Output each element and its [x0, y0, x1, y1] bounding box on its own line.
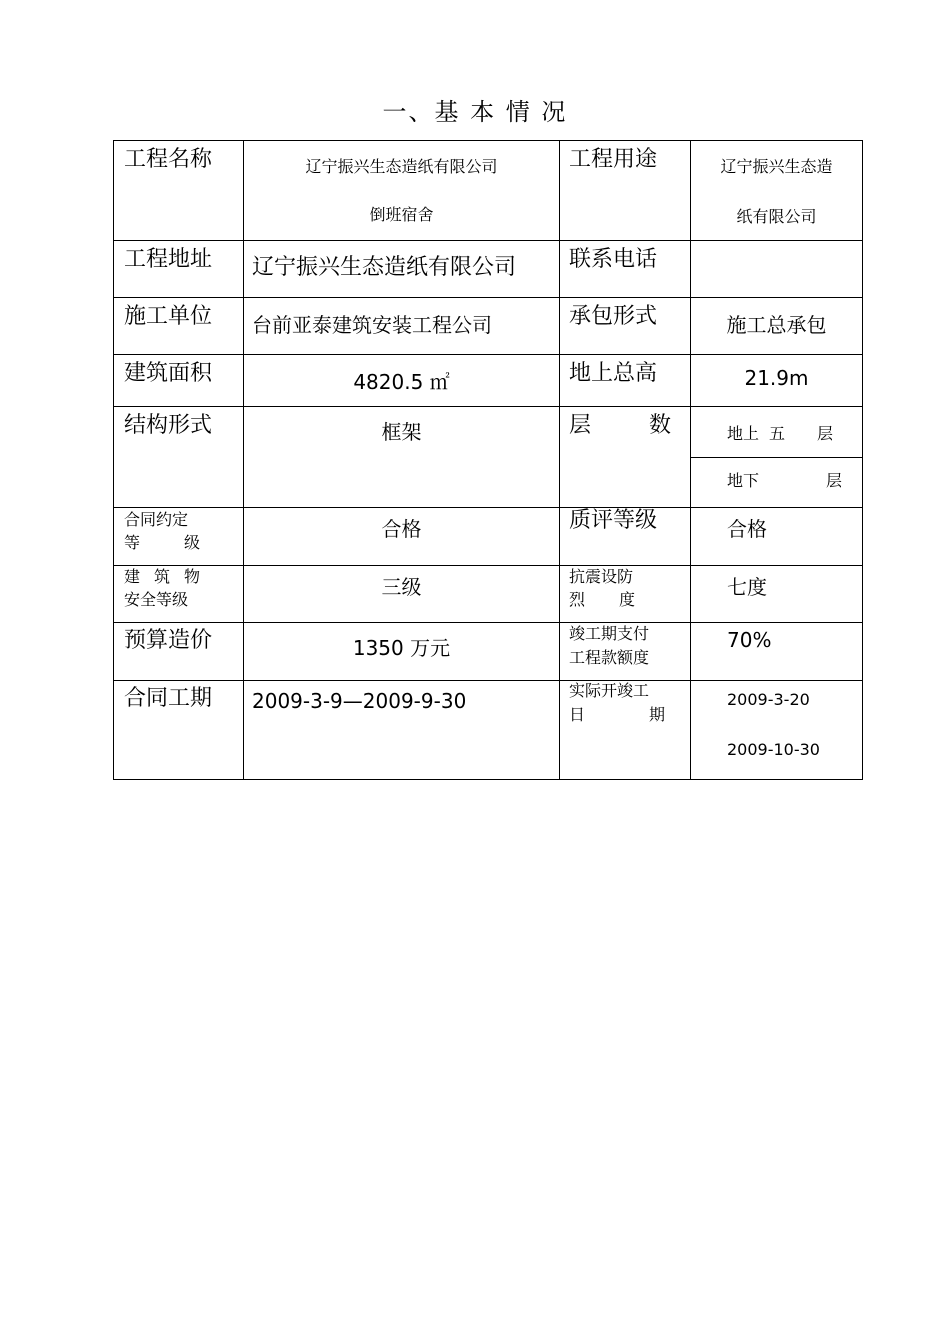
page-title: 一、基 本 情 况	[382, 98, 568, 126]
value-floors-above	[727, 421, 833, 444]
floors-below-label: 地下	[727, 471, 760, 490]
label-structure-type: 结构形式	[124, 413, 213, 438]
label-contract-grade-b: 级	[183, 533, 200, 552]
value-contract-period: 2009-3-9—2009-9-30	[252, 689, 467, 713]
value-quality-grade: 合格	[727, 517, 767, 541]
label-seismic-line2	[569, 589, 635, 611]
label-actual-dates-b: 期	[648, 705, 665, 724]
value-project-name-line1: 辽宁振兴生态造纸有限公司	[305, 157, 498, 176]
label-budget-cost: 预算造价	[124, 628, 213, 653]
label-safety-grade-line1	[124, 566, 200, 588]
value-project-use-line2: 纸有限公司	[736, 207, 817, 226]
label-building-area: 建筑面积	[124, 361, 213, 386]
label-contract-period: 合同工期	[124, 686, 213, 711]
floors-above-unit: 层	[816, 424, 833, 443]
label-total-height: 地上总高	[569, 361, 658, 386]
label-contract-form: 承包形式	[569, 304, 658, 329]
value-structure-type: 框架	[381, 420, 422, 444]
floors-below-unit: 层	[825, 471, 842, 490]
label-safety-c: 物	[183, 567, 200, 586]
value-safety-grade: 三级	[381, 575, 422, 599]
value-contract-grade: 合格	[381, 517, 422, 541]
value-project-use-line1: 辽宁振兴生态造	[720, 157, 833, 176]
label-actual-dates-a: 日	[569, 705, 586, 724]
floors-above-count: 五	[769, 424, 786, 443]
label-contract-grade-line1: 合同约定	[124, 510, 189, 529]
value-seismic-intensity: 七度	[727, 575, 767, 599]
label-completion-payment-line2: 工程款额度	[569, 648, 650, 667]
label-seismic-line1: 抗震设防	[569, 567, 634, 586]
value-floors-below	[727, 468, 842, 491]
value-actual-end-date: 2009-10-30	[727, 740, 820, 759]
value-contract-form: 施工总承包	[726, 313, 827, 337]
value-project-address: 辽宁振兴生态造纸有限公司	[252, 255, 517, 280]
label-contract-grade-a: 等	[124, 533, 141, 552]
label-contact-phone: 联系电话	[569, 247, 658, 272]
label-floor-count-a: 层	[569, 413, 592, 438]
label-actual-dates-line1: 实际开竣工	[569, 681, 650, 700]
label-construction-unit: 施工单位	[124, 304, 213, 329]
value-building-area: 4820.5 ㎡	[353, 370, 450, 394]
value-budget-cost: 1350 万元	[352, 636, 451, 660]
label-safety-a: 建	[124, 567, 141, 586]
label-safety-grade-line2: 安全等级	[124, 590, 189, 609]
label-floor-count	[569, 413, 671, 439]
label-project-address: 工程地址	[124, 247, 213, 272]
basic-info-table	[113, 140, 863, 780]
label-completion-payment-line1: 竣工期支付	[569, 624, 650, 643]
label-project-name: 工程名称	[124, 147, 213, 172]
label-project-use: 工程用途	[569, 147, 658, 172]
label-safety-b: 筑	[153, 567, 170, 586]
label-seismic-b: 度	[618, 590, 635, 609]
value-completion-payment: 70%	[727, 628, 772, 652]
value-construction-unit: 台前亚泰建筑安装工程公司	[252, 313, 492, 337]
label-quality-grade: 质评等级	[569, 508, 658, 533]
label-seismic-a: 烈	[569, 590, 586, 609]
label-actual-dates-line2	[569, 704, 665, 726]
floors-above-label: 地上	[727, 424, 760, 443]
value-total-height: 21.9m	[744, 366, 809, 390]
value-project-name-line2: 倒班宿舍	[369, 205, 434, 224]
value-actual-start-date: 2009-3-20	[727, 690, 810, 709]
label-floor-count-b: 数	[648, 413, 671, 438]
label-contract-grade-line2	[124, 532, 200, 554]
